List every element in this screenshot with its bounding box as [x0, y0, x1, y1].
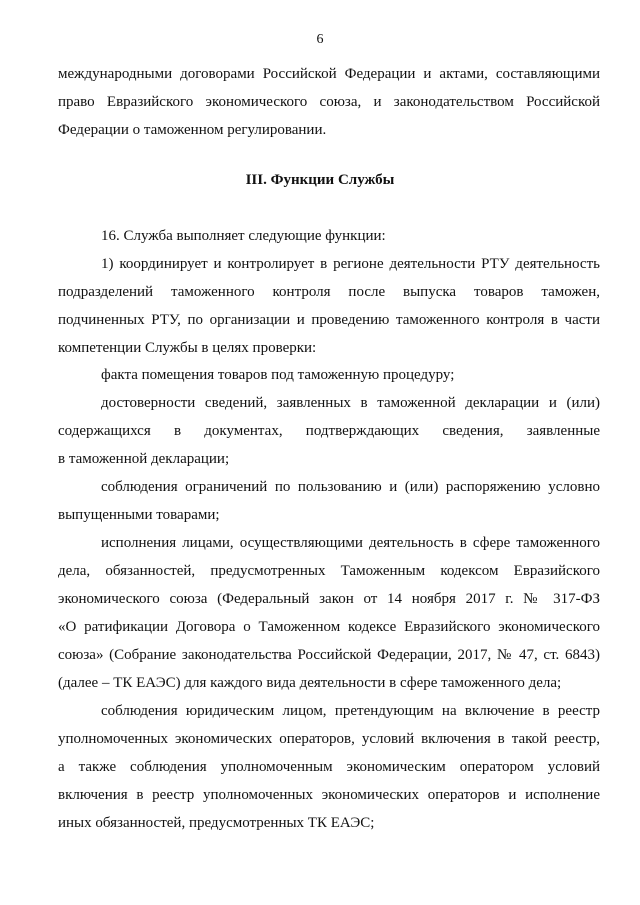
text-line: исполнения лицами, осуществляющими деятельность в сфере таможенного [101, 535, 600, 551]
text-line: соблюдения юридическим лицом, претендующим на включение в реестр [101, 703, 600, 719]
text-line: включения в реестр уполномоченных экономических операторов и исполнение [58, 787, 600, 803]
text-line: «О ратификации Договора о Таможенном кодексе Евразийского экономического [58, 619, 600, 635]
text-line: 1) координирует и контролирует в регионе деятельности РТУ деятельность [101, 256, 600, 272]
text-line: достоверности сведений, заявленных в таможенной декларации и (или) [101, 395, 600, 411]
text-line: Федерации о таможенном регулировании. [58, 122, 327, 138]
text-line: а также соблюдения уполномоченным экономическим оператором условий [58, 759, 600, 775]
text-line: международными договорами Российской Федерации и актами, составляющими [58, 66, 600, 82]
text-line: уполномоченных экономических операторов, условий включения в такой реестр, [58, 731, 600, 747]
text-line: экономического союза (Федеральный закон от 14 ноября 2017 г. № 317-ФЗ [58, 591, 600, 607]
text-line: союза» (Собрание законодательства Российской Федерации, 2017, № 47, ст. 6843) [58, 647, 600, 663]
text-line: содержащихся в документах, подтверждающих сведения, заявленные [58, 423, 600, 439]
text-line: право Евразийского экономического союза, и законодательством Российской [58, 94, 600, 110]
text-line: подразделений таможенного контроля после выпуска товаров таможен, [58, 284, 600, 300]
text-line: выпущенными товарами; [58, 507, 220, 523]
text-line: дела, обязанностей, предусмотренных Таможенным кодексом Евразийского [58, 563, 600, 579]
text-line: подчиненных РТУ, по организации и проведению таможенного контроля в части [58, 312, 600, 328]
text-line: 16. Служба выполняет следующие функции: [101, 228, 386, 244]
text-line: компетенции Службы в целях проверки: [58, 340, 317, 356]
text-line: в таможенной декларации; [58, 451, 230, 467]
text-line: соблюдения ограничений по пользованию и (или) распоряжению условно [101, 479, 600, 495]
text-line: (далее – ТК ЕАЭС) для каждого вида деятельности в сфере таможенного дела; [58, 675, 562, 691]
text-line: факта помещения товаров под таможенную процедуру; [101, 367, 455, 383]
section-heading: III. Функции Службы [245, 172, 395, 188]
page-number: 6 [316, 32, 324, 47]
text-line: иных обязанностей, предусмотренных ТК ЕАЭС; [58, 815, 375, 831]
